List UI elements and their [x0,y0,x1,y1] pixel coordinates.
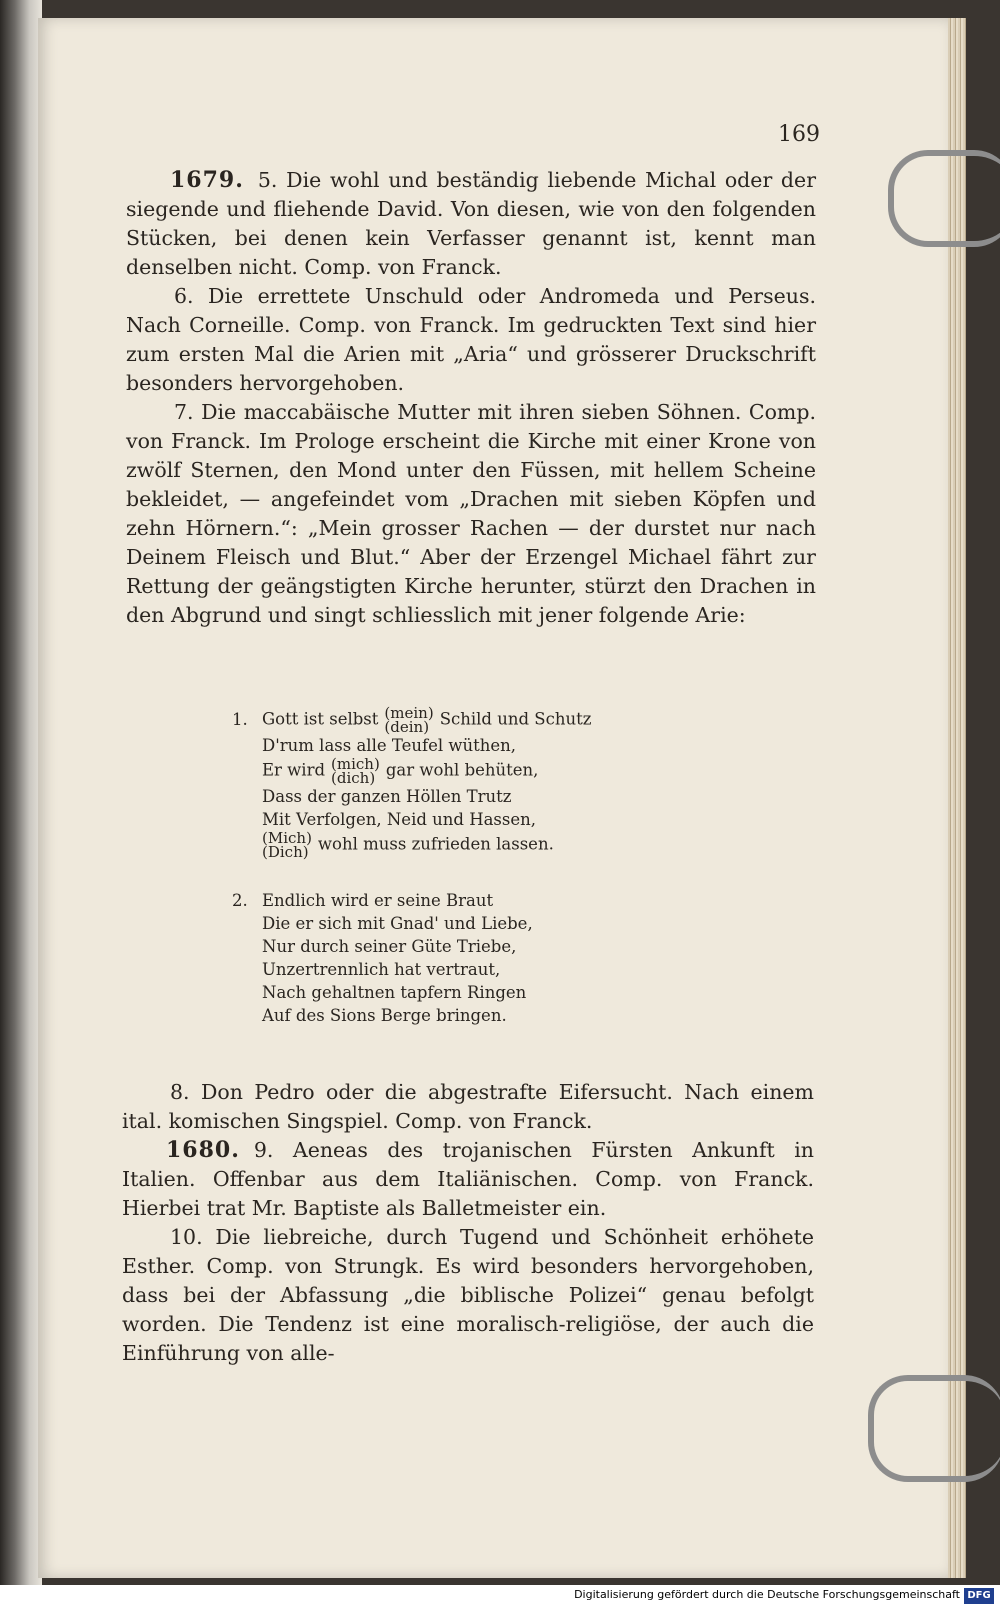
verse-text: Dass der ganzen Höllen Trutz [262,787,512,806]
verse-text: Die er sich mit Gnad' und Liebe, [262,914,533,933]
verse-line [232,958,652,981]
page-clip-bottom [868,1375,1000,1482]
paragraph-10: 10. Die liebreiche, durch Tugend und Schönheit erhöhete Esther. Comp. von Strungk. Es wird besonders hervorgehoben, dass bei der Abfassung „die biblische Polizei“ genau befolgt worden. Die Tendenz ist eine moralisch-religiöse, der auch die Einführung von alle- [122,1225,814,1365]
footer-credit: Digitalisierung gefördert durch die Deutsche Forschungsgemeinschaft [574,1588,960,1601]
verse-text: gar wohl behüten, [385,760,539,780]
verse-line [232,912,652,935]
paragraph-6: 6. Die errettete Unschuld oder Andromeda und Perseus. Nach Corneille. Comp. von Franck. Im gedruckten Text sind hier zum ersten Mal die Arien mit „Aria“ und grösserer Druckschrift besonders hervorgehoben. [126,284,816,395]
verse-text: Mit Verfolgen, Neid und Hassen, [262,810,537,829]
dfg-logo: DFG [964,1588,994,1604]
alt-word: (dein) [384,718,430,736]
verse-text: Nur durch seiner Güte Triebe, [262,937,517,956]
page-number: 169 [778,122,820,147]
stanza-number: 1. [232,709,248,729]
footer-bar [0,1585,1000,1608]
paragraph-7: 7. Die maccabäische Mutter mit ihren sieben Söhnen. Comp. von Franck. Im Prologe erscheint die Kirche mit einer Krone von zwölf Sternen, den Mond unter den Füssen, mit hellem Scheine bekleidet, — angefeindet vom „Drachen mit sieben Köpfen und zehn Hörnern.“: „Mein grosser Rachen — der durstet nur nach Deinem Fleisch und Blut.“ Aber der Erzengel Michael fährt zur Rettung der geängstigten Kirche herunter, stürzt den Drachen in den Abgrund und singt schliesslich mit jener folgende Arie: [126,400,816,627]
paragraph-text: 9. Aeneas des trojanischen Fürsten Ankunft in Italien. Offenbar aus dem Italiänischen. Comp. von Franck. Hierbei trat Mr. Baptiste als Balletmeister ein. [122,1138,814,1220]
aria-verse [232,706,652,1027]
lower-text-block [122,1078,814,1368]
verse-text: Unzertrennlich hat vertraut, [262,960,501,979]
verse-line [232,785,652,808]
verse-line [232,981,652,1004]
verse-line [232,706,652,734]
book-binding [0,0,42,1585]
alt-word: (Dich) [262,843,309,861]
paragraph-1679 [126,166,816,282]
paragraph-text: 5. Die wohl und beständig liebende Michal oder der siegende und fliehende David. Von diesen, wie von den folgenden Stücken, bei denen kein Verfasser genannt ist, kennt man denselben nicht. Comp. von Franck. [126,168,816,279]
verse-line [232,831,652,859]
verse-line [232,889,652,912]
verse-text: Er wird [262,760,326,780]
verse-line [232,1004,652,1027]
verse-text: D'rum lass alle Teufel wüthen, [262,736,517,755]
verse-text: Nach gehaltnen tapfern Ringen [262,983,527,1002]
verse-text: Gott ist selbst [262,709,379,729]
verse-line [232,734,652,757]
alt-word: (Mich) [262,829,312,847]
verse-line [232,808,652,831]
year-marker: 1679. [170,167,244,193]
alternative-words [384,706,433,734]
paragraph-1680 [122,1136,814,1223]
verse-text: Endlich wird er seine Braut [262,891,494,910]
main-text-block [126,166,816,630]
stanza-number: 2. [232,891,248,910]
alt-word: (mich) [331,755,380,773]
page-edges [948,18,966,1578]
verse-text: Schild und Schutz [439,709,592,729]
verse-line [232,757,652,785]
alt-word: (dich) [331,769,376,787]
verse-text: Auf des Sions Berge bringen. [262,1006,507,1025]
paragraph-8: 8. Don Pedro oder die abgestrafte Eifersucht. Nach einem ital. komischen Singspiel. Comp. von Franck. [122,1080,814,1133]
year-marker: 1680. [166,1137,240,1163]
alternative-words [262,831,312,859]
alt-word: (mein) [384,704,434,722]
verse-text: wohl muss zufrieden lassen. [317,834,554,854]
alternative-words [331,757,380,785]
verse-line [232,935,652,958]
page-clip-top [888,150,1000,247]
